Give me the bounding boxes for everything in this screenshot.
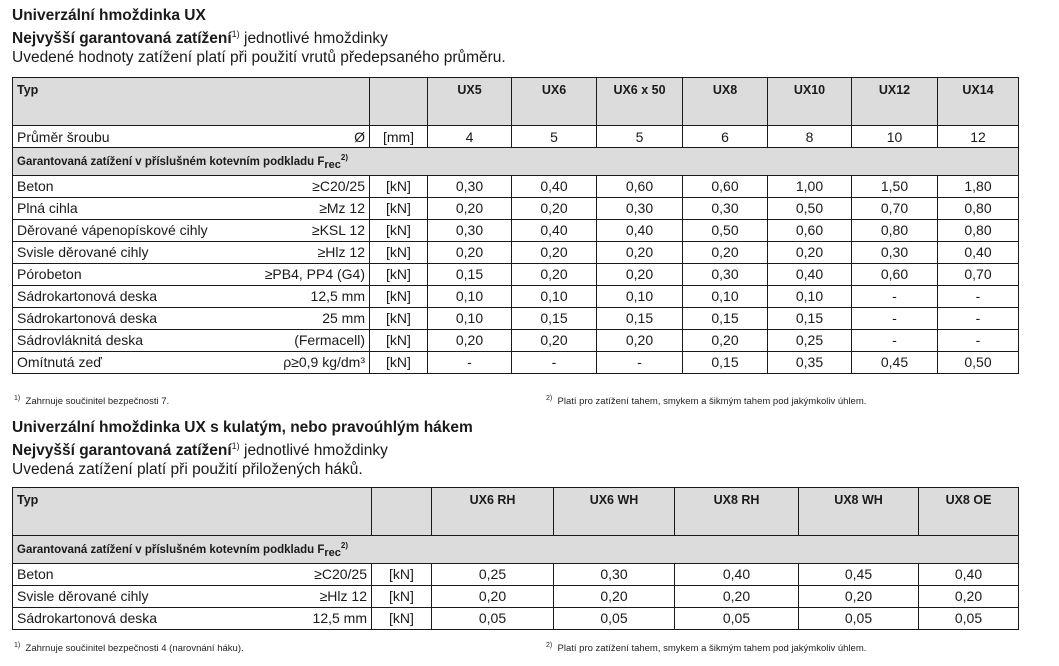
table-cell: 0,30 [683, 197, 768, 219]
row-spec: ≥C20/25 [314, 566, 367, 583]
table-cell: - [938, 329, 1019, 351]
column-header: UX8 RH [675, 488, 799, 536]
row-unit: [kN] [370, 241, 428, 263]
row-label: Beton [17, 178, 54, 195]
table-row [13, 175, 1019, 197]
table-cell: 0,70 [852, 197, 938, 219]
table-cell: - [597, 351, 683, 373]
table-row [13, 241, 1019, 263]
column-header: UX8 OE [919, 488, 1019, 536]
table-cell: 0,25 [432, 563, 554, 585]
row-label: Děrované vápenopískové cihly [17, 222, 208, 239]
column-header: UX5 [428, 78, 512, 126]
column-header: UX12 [852, 78, 938, 126]
table-cell: 0,20 [428, 329, 512, 351]
table-row [13, 329, 1019, 351]
table-cell: 0,20 [675, 585, 799, 607]
typ-header: Typ [13, 78, 370, 126]
table-cell: 0,20 [512, 329, 597, 351]
section1-table [12, 77, 1019, 374]
table-cell: 0,15 [683, 307, 768, 329]
row-unit: [kN] [370, 175, 428, 197]
table-cell: 1,00 [768, 175, 852, 197]
table-cell: - [428, 351, 512, 373]
column-header: UX8 [683, 78, 768, 126]
table-cell: 0,30 [852, 241, 938, 263]
table-cell: 0,20 [799, 585, 919, 607]
table-cell: 0,40 [768, 263, 852, 285]
row-unit: [kN] [372, 585, 432, 607]
row-label: Sádrovláknitá deska [17, 332, 144, 349]
table-cell: 0,20 [597, 241, 683, 263]
table-cell: 0,40 [512, 219, 597, 241]
table-cell: 0,20 [768, 241, 852, 263]
section1-footnote-1: $^{1)}$ Zahrnuje součinitel bezpečnosti 7. [14, 395, 170, 408]
section2-heading [12, 418, 473, 479]
table-cell: 0,20 [597, 263, 683, 285]
table-cell: 0,20 [512, 263, 597, 285]
table-cell: 0,15 [768, 307, 852, 329]
row-label: Svisle děrované cihly [17, 244, 149, 261]
row-spec: ≥PB4, PP4 (G4) [264, 266, 365, 283]
column-header: UX6 WH [554, 488, 675, 536]
table-cell: - [938, 285, 1019, 307]
table-row [13, 563, 1019, 585]
table-cell: 5 [512, 126, 597, 148]
table-cell: 0,10 [683, 285, 768, 307]
section1-heading [12, 6, 506, 67]
section1-footnote-2: $^{2)}$ Platí pro zatížení tahem, smykem a šikmým tahem pod jakýmkoliv úhlem. [546, 395, 867, 408]
row-unit: [kN] [372, 563, 432, 585]
section2-table [12, 487, 1019, 630]
table-cell: 0,80 [938, 197, 1019, 219]
table-cell: 6 [683, 126, 768, 148]
table-cell: 0,30 [554, 563, 675, 585]
table-cell: 0,15 [597, 307, 683, 329]
row-label: Sádrokartonová deska [17, 610, 158, 627]
row-spec: 12,5 mm [312, 610, 367, 627]
row-spec: ≥Mz 12 [319, 200, 365, 217]
section1-band-row: Garantovaná zatížení v příslušném kotevním podkladu $F_{rec}^{2)}$ [13, 148, 1019, 176]
table-cell: 1,80 [938, 175, 1019, 197]
table-cell: 0,10 [428, 307, 512, 329]
table-cell: 0,40 [675, 563, 799, 585]
section2-footnote-1: $^{1)}$ Zahrnuje součinitel bezpečnosti 4 (narovnání háku). [14, 642, 244, 655]
table-cell: 0,60 [768, 219, 852, 241]
table-cell: 0,05 [554, 607, 675, 629]
section2-footnote-2: $^{2)}$ Platí pro zatížení tahem, smykem a šikmým tahem pod jakýmkoliv úhlem. [546, 642, 867, 655]
table-cell: 0,20 [919, 585, 1019, 607]
table-cell: 0,15 [512, 307, 597, 329]
table-cell: 0,30 [428, 175, 512, 197]
table-cell: 0,05 [432, 607, 554, 629]
table-cell: 0,20 [428, 241, 512, 263]
table-cell: 0,50 [683, 219, 768, 241]
row-label: Omítnutá zeď [17, 354, 102, 371]
table-cell: 0,10 [768, 285, 852, 307]
row-spec: 25 mm [322, 310, 365, 327]
row-unit: [kN] [370, 307, 428, 329]
table-row [13, 307, 1019, 329]
table-cell: 0,80 [852, 219, 938, 241]
row-unit: [kN] [370, 263, 428, 285]
section1-subtitle: Nejvyšší garantovaná zatížení$^{1)}$ jednotlivé hmoždinky [12, 29, 388, 48]
table-row [13, 197, 1019, 219]
table-cell: - [852, 285, 938, 307]
row-spec: 12,5 mm [310, 288, 365, 305]
row-unit: [kN] [370, 219, 428, 241]
table-cell: 0,25 [768, 329, 852, 351]
row-label: Sádrokartonová deska [17, 310, 158, 327]
table-row [13, 607, 1019, 629]
row-label: Plná cihla [17, 200, 78, 217]
table-cell: - [512, 351, 597, 373]
table-row [13, 285, 1019, 307]
table-cell: 1,50 [852, 175, 938, 197]
row-label: Pórobeton [17, 266, 82, 283]
table-cell: 10 [852, 126, 938, 148]
row-label: Svisle děrované cihly [17, 588, 149, 605]
column-header: UX8 WH [799, 488, 919, 536]
section2-band-row: Garantovaná zatížení v příslušném kotevním podkladu $F_{rec}^{2)}$ [13, 536, 1019, 564]
table-cell: 0,60 [597, 175, 683, 197]
table-cell: 0,15 [428, 263, 512, 285]
row-unit: [kN] [370, 351, 428, 373]
row-spec: (Fermacell) [294, 332, 365, 349]
row-spec: ≥Hlz 12 [317, 244, 365, 261]
table-cell: 0,20 [597, 329, 683, 351]
section2-header-row [13, 488, 1019, 536]
table-cell: - [938, 307, 1019, 329]
row-spec: ≥C20/25 [312, 178, 365, 195]
table-cell: 0,10 [428, 285, 512, 307]
typ-header: Typ [13, 488, 372, 536]
section2-subtitle: Nejvyšší garantovaná zatížení$^{1)}$ jednotlivé hmoždinky [12, 441, 388, 460]
table-cell: 0,60 [852, 263, 938, 285]
table-row [13, 263, 1019, 285]
row-label: Beton [17, 566, 54, 583]
row-label: Sádrokartonová deska [17, 288, 158, 305]
row-spec: ≥KSL 12 [311, 222, 365, 239]
table-cell: 12 [938, 126, 1019, 148]
table-cell: 0,10 [597, 285, 683, 307]
table-cell: 0,30 [597, 197, 683, 219]
table-cell: 0,20 [554, 585, 675, 607]
table-cell: 0,05 [919, 607, 1019, 629]
row-spec: ≥Hlz 12 [319, 588, 367, 605]
section2-note: Uvedená zatížení platí při použití přiložených háků. [12, 461, 363, 479]
column-header: UX6 x 50 [597, 78, 683, 126]
section1-header-row [13, 78, 1019, 126]
column-header: UX10 [768, 78, 852, 126]
section1-note: Uvedené hodnoty zatížení platí při použití vrutů předepsaného průměru. [12, 49, 506, 67]
table-cell: 0,10 [512, 285, 597, 307]
table-cell: 0,20 [683, 241, 768, 263]
row-unit: [kN] [370, 285, 428, 307]
table-cell: 4 [428, 126, 512, 148]
diameter-row: Průměr šroubu Ø [mm] 4 5 5 6 8 10 12 [13, 126, 1019, 148]
table-cell: 0,05 [675, 607, 799, 629]
table-cell: 0,40 [938, 241, 1019, 263]
table-cell: 0,50 [938, 351, 1019, 373]
table-cell: 0,20 [683, 329, 768, 351]
table-cell: 0,40 [512, 175, 597, 197]
table-cell: - [852, 307, 938, 329]
table-row [13, 351, 1019, 373]
table-cell: 5 [597, 126, 683, 148]
row-unit: [kN] [372, 607, 432, 629]
table-cell: 0,30 [683, 263, 768, 285]
row-spec: ρ≥0,9 kg/dm³ [283, 354, 365, 371]
table-row [13, 219, 1019, 241]
column-header: UX6 [512, 78, 597, 126]
table-row [13, 585, 1019, 607]
table-cell: 0,20 [432, 585, 554, 607]
table-cell: 0,20 [512, 197, 597, 219]
table-cell: 0,40 [597, 219, 683, 241]
table-cell: 0,20 [428, 197, 512, 219]
table-cell: 0,40 [919, 563, 1019, 585]
row-unit: [kN] [370, 197, 428, 219]
table-cell: 0,05 [799, 607, 919, 629]
column-header: UX14 [938, 78, 1019, 126]
table-cell: 0,60 [683, 175, 768, 197]
table-cell: 8 [768, 126, 852, 148]
row-unit: [kN] [370, 329, 428, 351]
table-cell: 0,70 [938, 263, 1019, 285]
table-cell: 0,80 [938, 219, 1019, 241]
section1-title: Univerzální hmoždinka UX [12, 7, 206, 24]
table-cell: - [852, 329, 938, 351]
table-cell: 0,50 [768, 197, 852, 219]
section2-title: Univerzální hmoždinka UX s kulatým, nebo pravoúhlým hákem [12, 419, 473, 436]
table-cell: 0,20 [512, 241, 597, 263]
table-cell: 0,30 [428, 219, 512, 241]
table-cell: 0,45 [852, 351, 938, 373]
table-cell: 0,15 [683, 351, 768, 373]
table-cell: 0,35 [768, 351, 852, 373]
column-header: UX6 RH [432, 488, 554, 536]
table-cell: 0,45 [799, 563, 919, 585]
